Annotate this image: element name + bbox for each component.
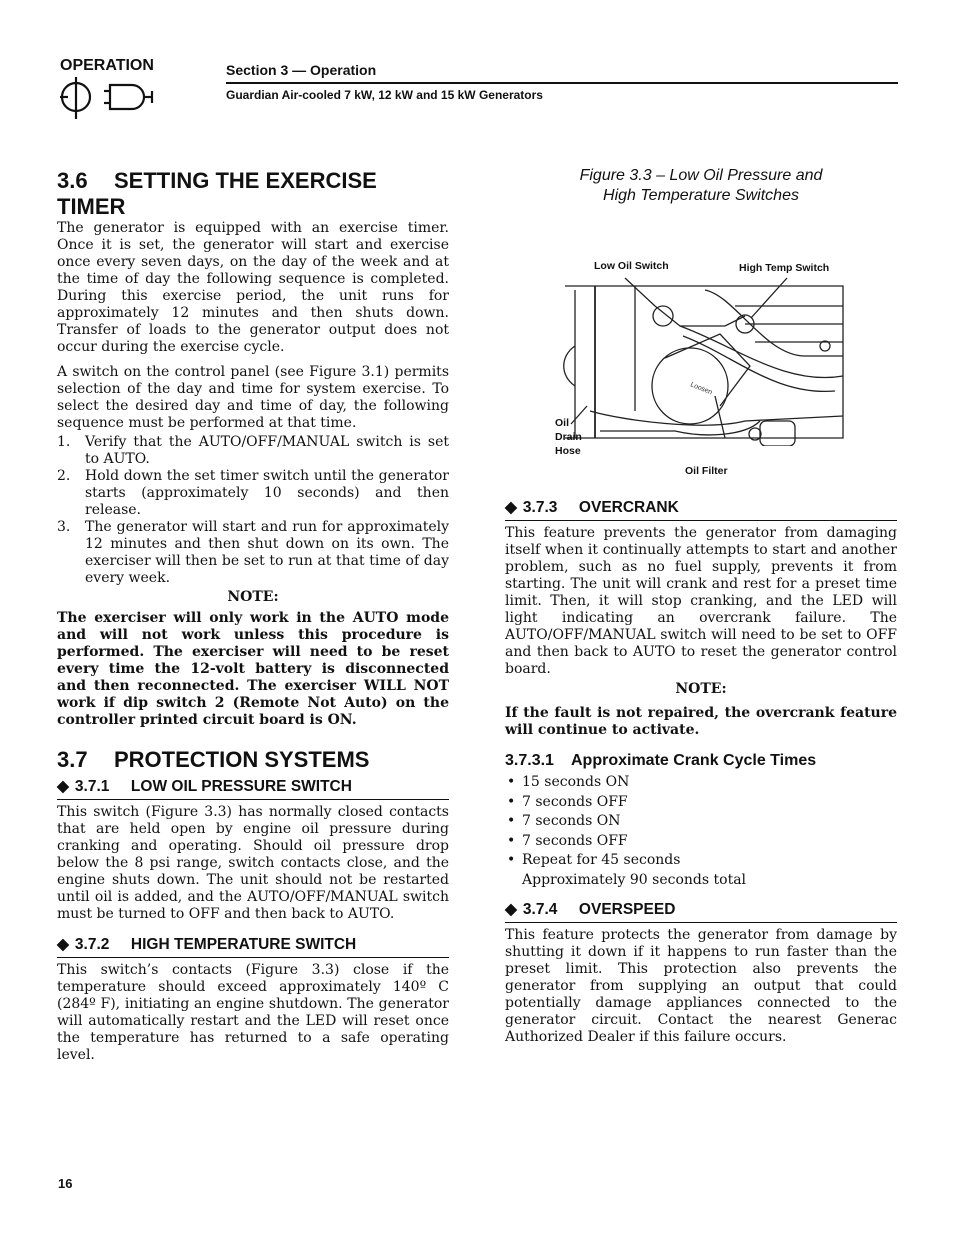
section-3-7-heading: 3.7 PROTECTION SYSTEMS	[57, 747, 370, 772]
operation-logo	[60, 57, 160, 119]
page-header	[226, 62, 898, 102]
left-column	[57, 168, 449, 1064]
section-3-7-3-heading: ◆ 3.7.3 OVERCRANK	[505, 498, 897, 521]
section-3-7-2-heading: ◆ 3.7.2 HIGH TEMPERATURE SWITCH	[57, 935, 449, 958]
section-3-7-1-heading: ◆ 3.7.1 LOW OIL PRESSURE SWITCH	[57, 777, 449, 800]
high-temp-paragraph: This switch’s contacts (Figure 3.3) close if the temperature should exceed approximately 140º C (284º F), initiating an engine shutdown. The generator will automatically restart and the LED will reset once the temperature has returned to a safe operating level.	[57, 962, 449, 1063]
header-rule	[226, 82, 898, 84]
section-3-7-4-heading: ◆ 3.7.4 OVERSPEED	[505, 900, 897, 923]
high-temp-switch-label: High Temp Switch	[739, 262, 830, 274]
oil-drain-hose-label: Oil Drain Hose	[555, 417, 582, 457]
exercise-paragraph-2: A switch on the control panel (see Figure 3.1) permits selection of the day and time for system exercise. To select the desired day and time of day, the following sequence must be performed at that time.	[57, 364, 449, 431]
figure-3-3	[505, 206, 897, 477]
right-column	[505, 166, 897, 1046]
list-item: • 7 seconds ON	[507, 813, 621, 829]
exercise-steps	[57, 434, 449, 587]
header-subtitle: Guardian Air-cooled 7 kW, 12 kW and 15 kW Generators	[226, 88, 543, 102]
figure-caption	[505, 166, 897, 206]
overcrank-note: If the fault is not repaired, the overcrank feature will continue to activate.	[505, 705, 897, 738]
caption-line: High Temperature Switches	[603, 187, 799, 204]
list-item: 1. Verify that the AUTO/OFF/MANUAL switch is set to AUTO.	[57, 434, 449, 467]
list-item: 3. The generator will start and run for approximately 12 minutes and then shut down on its own. The exerciser will then be set to run at that time of day every week.	[57, 519, 449, 586]
low-oil-paragraph: This switch (Figure 3.3) has normally closed contacts that are held open by engine oil pressure during cranking and operating. Should oil pressure drop below the 8 psi range, switch contacts close, and the engine shuts down. The unit should not be restarted until oil is added, and the AUTO/OFF/MANUAL switch must be turned to OFF and then back to AUTO.	[57, 804, 449, 922]
exercise-note: The exerciser will only work in the AUTO mode and will not work unless this procedure is performed. The exerciser will need to be reset every time the 12-volt battery is disconnected and then reconnected. The exerciser WILL NOT work if dip switch 2 (Remote Not Auto) on the controller printed circuit board is ON.	[57, 610, 449, 728]
overcrank-paragraph: This feature prevents the generator from damaging itself when it continually attempts to start and another problem, such as no fuel supply, prevents it from starting. The unit will crank and rest for a preset time limit. Then, it will stop cranking, and the LED will light indicating an overcrank failure. The AUTO/OFF/MANUAL switch will need to be set to OFF and then back to AUTO to reset the generator control board.	[505, 525, 897, 677]
list-item: • 7 seconds OFF	[507, 793, 628, 810]
list-item: 2. Hold down the set timer switch until the generator starts (approximately 10 seconds) and then release.	[57, 468, 449, 518]
header-section: Section 3 — Operation	[226, 62, 377, 78]
logo-text: OPERATION	[60, 57, 154, 74]
list-item: • Repeat for 45 seconds	[507, 852, 681, 868]
overspeed-paragraph: This feature protects the generator from damage by shutting it down if it happens to run faster than the preset limit. This protection also prevents the generator from supplying an output that could potentially damage appliances connected to the generator circuit. Contact the nearest Generac Authorized Dealer if this failure occurs.	[505, 927, 897, 1045]
exercise-paragraph-1: The generator is equipped with an exercise timer. Once it is set, the generator will start and exercise once every seven days, on the day of the week and at the time of day the following sequence is completed. During this exercise period, the unit runs for approximately 12 minutes and then shuts down. Transfer of loads to the generator output does not occur during the exercise cycle.	[57, 220, 449, 355]
oil-filter-label: Oil Filter	[685, 465, 728, 477]
list-item: • 15 seconds ON	[507, 774, 630, 790]
switches-illustration	[505, 206, 897, 446]
crank-cycle-list	[505, 773, 897, 890]
section-3-7-3-1-heading: 3.7.3.1 Approximate Crank Cycle Times	[505, 752, 817, 769]
note-label: NOTE:	[675, 681, 727, 697]
list-item: • 7 seconds OFF	[507, 832, 628, 849]
filter-text: Loosen	[689, 381, 714, 397]
note-label: NOTE:	[227, 589, 279, 605]
section-3-6-heading: 3.6 SETTING THE EXERCISE TIMER	[57, 168, 377, 219]
switch-symbol-icon	[60, 77, 160, 119]
low-oil-switch-label: Low Oil Switch	[594, 260, 669, 272]
list-item: Approximately 90 seconds total	[522, 871, 747, 888]
page-number: 16	[58, 1176, 73, 1191]
caption-line: Figure 3.3 – Low Oil Pressure and	[579, 167, 823, 184]
